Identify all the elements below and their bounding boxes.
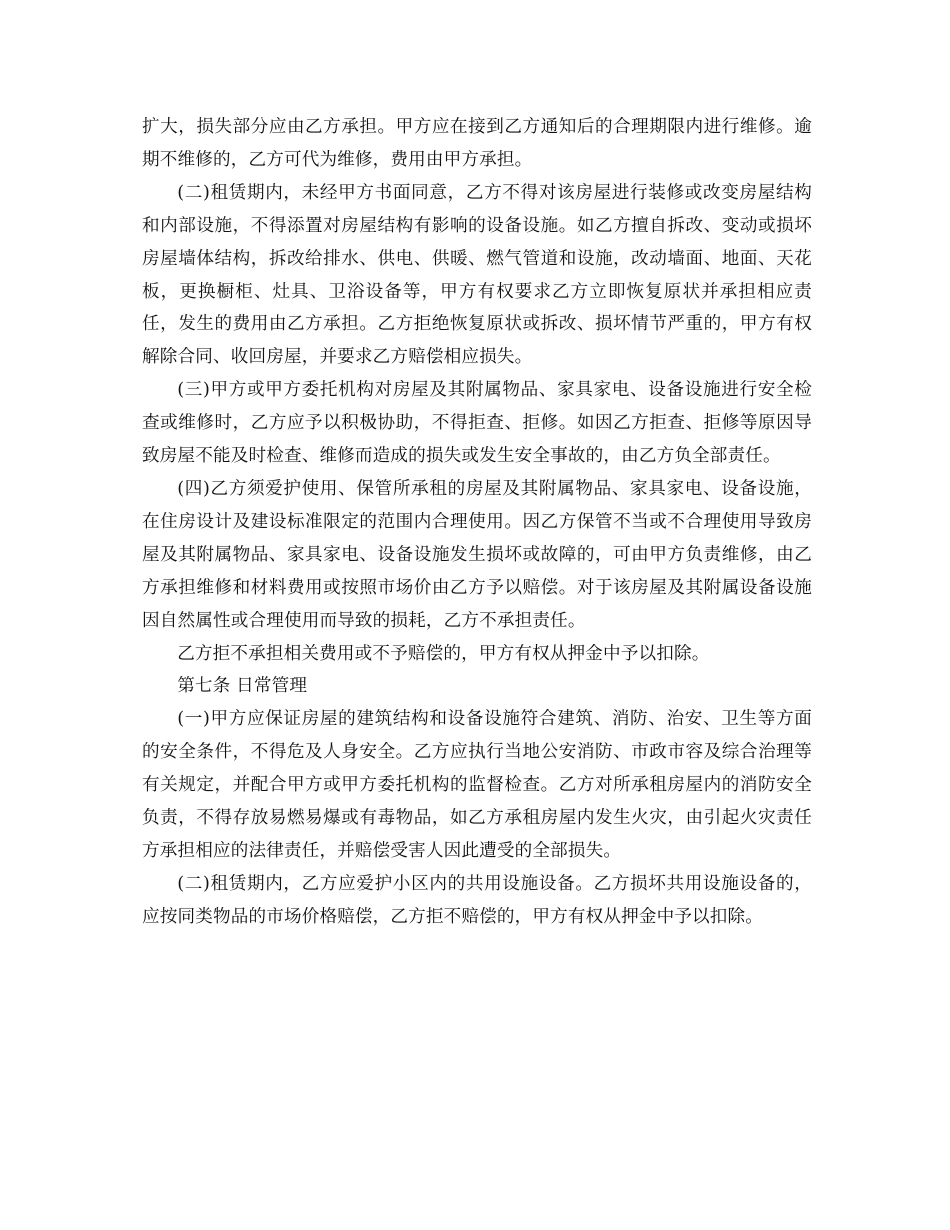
paragraph-clause-4: (四)乙方须爱护使用、保管所承租的房屋及其附属物品、家具家电、设备设施，在住房设计及建设标准限定的范围内合理使用。因乙方保管不当或不合理使用导致房屋及其附属物品、家具家电、设备设施发生损坏或故障的，可由甲方负责维修，由乙方承担维修和材料费用或按照市场价由乙方予以赔偿。对于该房屋及其附属设备设施因自然属性或合理使用而导致的损耗，乙方不承担责任。	[142, 478, 812, 631]
paragraph-article7-clause-1: (一)甲方应保证房屋的建筑结构和设备设施符合建筑、消防、治安、卫生等方面的安全条件，不得危及人身安全。乙方应执行当地公安消防、市政市容及综合治理等有关规定，并配合甲方或甲方委托机构的监督检查。乙方对所承租房屋内的消防安全负责，不得存放易燃易爆或有毒物品，如乙方承租房屋内发生火灾，由引起火灾责任方承担相应的法律责任，并赔偿受害人因此遭受的全部损失。	[142, 709, 812, 861]
paragraph-clause-2: (二)租赁期内，未经甲方书面同意，乙方不得对该房屋进行装修或改变房屋结构和内部设施，不得添置对房屋结构有影响的设备设施。如乙方擅自拆改、变动或损坏房屋墙体结构，拆改给排水、供电、供暖、燃气管道和设施，改动墙面、地面、天花板，更换橱柜、灶具、卫浴设备等，甲方有权要求乙方立即恢复原状并承担相应责任，发生的费用由乙方承担。乙方拒绝恢复原状或拆改、损坏情节严重的，甲方有权解除合同、收回房屋，并要求乙方赔偿相应损失。	[142, 182, 812, 368]
paragraph-deduction-note: 乙方拒不承担相关费用或不予赔偿的，甲方有权从押金中予以扣除。	[177, 643, 710, 664]
paragraph-continuation: 扩大，损失部分应由乙方承担。甲方应在接到乙方通知后的合理期限内进行维修。逾期不维修的，乙方可代为维修，费用由甲方承担。	[142, 117, 812, 170]
article-heading: 第七条 日常管理	[177, 676, 308, 697]
paragraph-clause-3: (三)甲方或甲方委托机构对房屋及其附属物品、家具家电、设备设施进行安全检查或维修时，乙方应予以积极协助，不得拒查、拒修。如因乙方拒查、拒修等原因导致房屋不能及时检查、维修而造成的损失或发生安全事故的，由乙方负全部责任。	[142, 380, 812, 467]
paragraph-article7-clause-2: (二)租赁期内，乙方应爱护小区内的共用设施设备。乙方损坏共用设施设备的，应按同类物品的市场价格赔偿，乙方拒不赔偿的，甲方有权从押金中予以扣除。	[142, 873, 812, 927]
